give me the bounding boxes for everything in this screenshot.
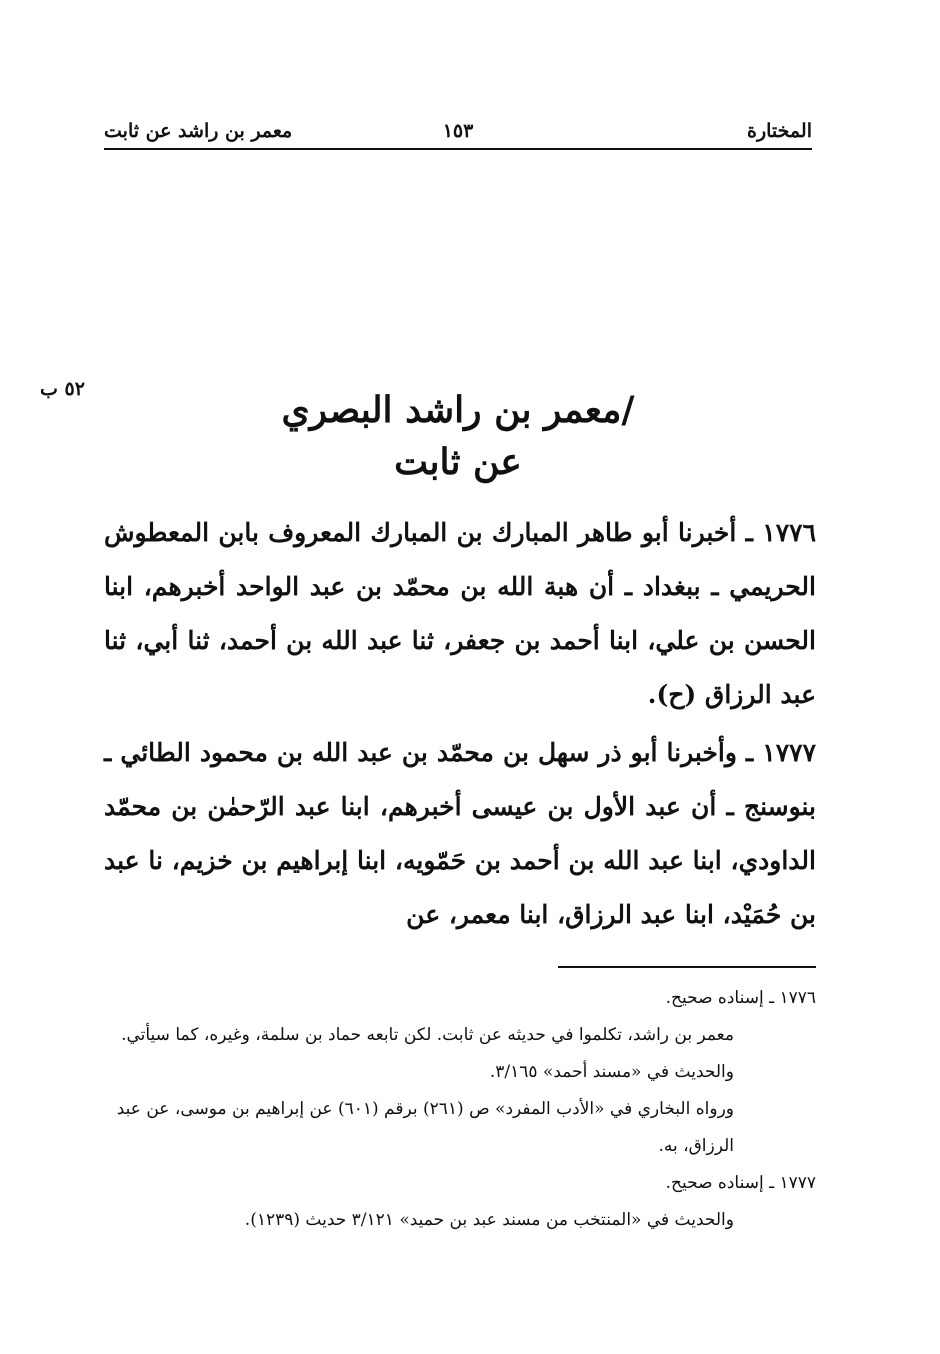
page-number: ١٥٣ [442, 120, 474, 142]
footnote-1777-line: والحديث في «المنتخب من مسند عبد بن حميد» ٣/١٢١ حديث (١٢٣٩). [244, 1210, 734, 1230]
section-title-line-2: عن ثابت [394, 441, 522, 483]
footnote-1777-head: ١٧٧٧ ـ إسناده صحيح. [665, 1173, 816, 1193]
section-title-line-1: /معمر بن راشد البصري [281, 389, 635, 431]
manuscript-folio-note: ٥٢ ب [40, 378, 85, 400]
hadith-paragraph-1776: ١٧٧٦ ـ أخبرنا أبو طاهر المبارك بن المبارك المعروف بابن المعطوش الحريمي ـ ببغداد ـ أن هبة الله بن محمّد بن عبد الواحد أخبرهم، ابنا الحسن بن علي، ابنا أحمد بن جعفر، ثنا عبد الله بن أحمد، ثنا أبي، ثنا عبد الرزاق (ح). [104, 518, 816, 709]
footnote-1776-line: ورواه البخاري في «الأدب المفرد» ص (٢٦١) برقم (٦٠١) عن إبراهيم بن موسى، عن عبد الرزاق، به. [116, 1099, 734, 1156]
footnotes [104, 980, 816, 1239]
header-rule [104, 148, 812, 150]
footnote-1776-head: ١٧٧٦ ـ إسناده صحيح. [665, 988, 816, 1008]
footnote-1776-line: والحديث في «مسند أحمد» ٣/١٦٥. [489, 1062, 734, 1082]
running-header [104, 116, 812, 150]
hadith-paragraph-1777: ١٧٧٧ ـ وأخبرنا أبو ذر سهل بن محمّد بن عبد الله بن محمود الطائي ـ بنوسنج ـ أن عبد الأول بن عيسى أخبرهم، ابنا عبد الرّحمٰن بن محمّد الداودي، ابنا عبد الله بن أحمد بن حَمّويه، ابنا إبراهيم بن خزيم، نا عبد بن حُمَيْد، ابنا عبد الرزاق، ابنا معمر، عن [104, 738, 816, 929]
chapter-title: معمر بن راشد عن ثابت [104, 120, 293, 142]
book-title: المختارة [747, 120, 812, 142]
footnote-1776-line: معمر بن راشد، تكلموا في حديثه عن ثابت. لكن تابعه حماد بن سلمة، وغيره، كما سيأتي. [121, 1025, 734, 1045]
section-title [104, 384, 812, 488]
body-text [104, 506, 816, 946]
footnote-rule [558, 966, 816, 968]
